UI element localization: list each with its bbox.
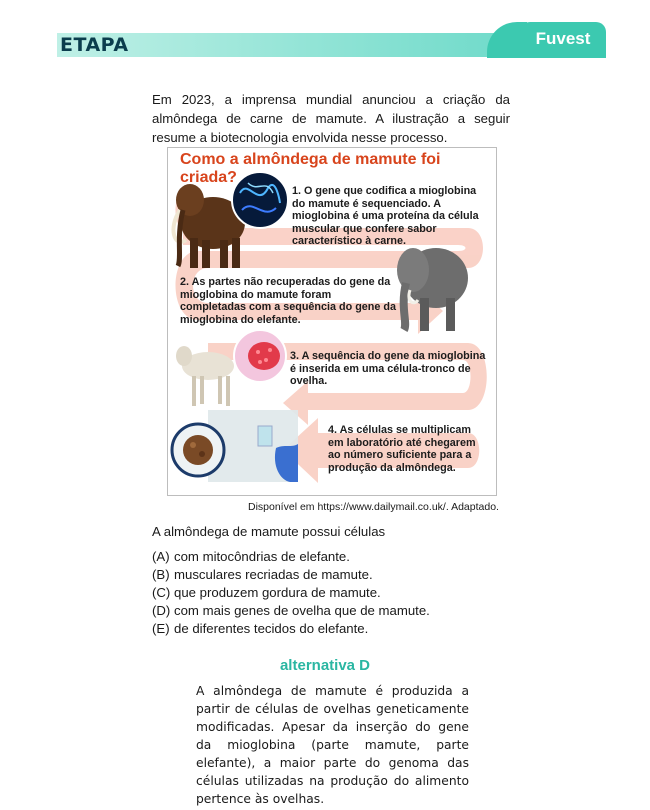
step-2: 2. As partes não recuperadas do gene da mioglobina do mamute foram completadas com a sequência do gene da mioglobina do elefante.: [180, 276, 397, 326]
infographic-title: Como a almôndega de mamute foi criada?: [180, 151, 441, 186]
question-stem: A almôndega de mamute possui células: [152, 524, 386, 539]
brand-logo: ETAPA: [60, 34, 129, 56]
exam-name: Fuvest: [535, 29, 591, 48]
option-letter: (D): [152, 603, 171, 618]
option-text: musculares recriadas de mamute.: [174, 567, 373, 582]
stem-cell-image: [234, 330, 286, 382]
infographic: [167, 147, 497, 496]
option-text: que produzem gordura de mamute.: [174, 585, 381, 600]
question-intro: Em 2023, a imprensa mundial anunciou a criação da almôndega de carne de mamute. A ilustração a seguir resume a biotecnologia envolvida nesse processo.: [152, 92, 510, 145]
meatball-image: [172, 424, 224, 476]
option-c: [152, 584, 430, 602]
option-letter: (A): [152, 549, 170, 564]
option-text: com mitocôndrias de elefante.: [174, 549, 350, 564]
step-4: 4. As células se multiplicam em laboratório até chegarem ao número suficiente para a produção da almôndega.: [328, 424, 476, 474]
option-e: [152, 620, 430, 638]
option-letter: (B): [152, 567, 170, 582]
option-a: [152, 548, 430, 566]
figure-source: Disponível em https://www.dailymail.co.uk/. Adaptado.: [248, 501, 499, 513]
option-text: de diferentes tecidos do elefante.: [174, 621, 369, 636]
option-letter: (C): [152, 585, 171, 600]
answer-options: [152, 548, 430, 638]
answer-title: alternativa D: [279, 657, 371, 674]
step-1: 1. O gene que codifica a mioglobina do mamute é sequenciado. A mioglobina é uma proteína da célula muscular que confere sabor característico à carne.: [292, 185, 479, 247]
option-letter: (E): [152, 621, 170, 636]
answer-explanation: A almôndega de mamute é produzida a partir de células de ovelhas geneticamente modificadas. Apesar da inserção do gene da mioglobina (parte mamute, parte elefante), a maior parte do genoma das células utilizadas na produção do alimento pertence às ovelhas.: [196, 684, 469, 806]
option-text: com mais genes de ovelha que de mamute.: [174, 603, 430, 618]
option-b: [152, 566, 430, 584]
option-d: [152, 602, 430, 620]
step-3: 3. A sequência do gene da mioglobina é inserida em uma célula-tronco de ovelha.: [290, 350, 486, 387]
